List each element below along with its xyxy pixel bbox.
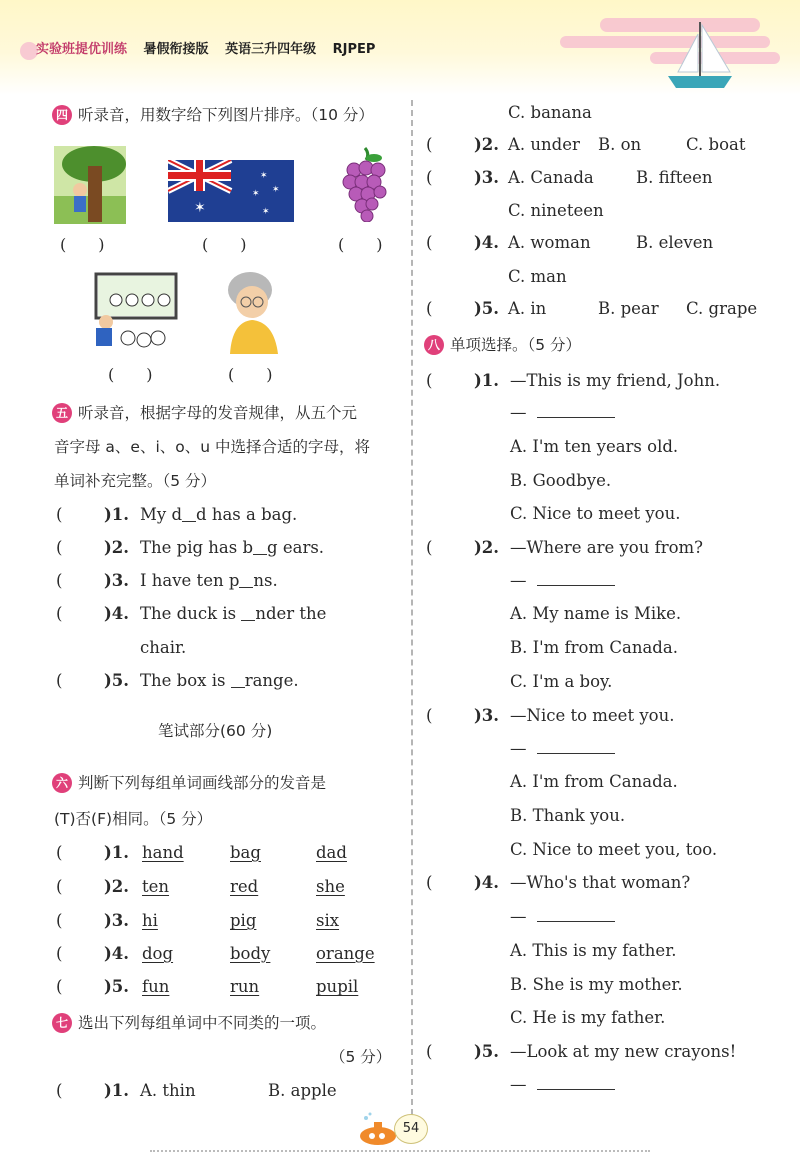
option-b: B. eleven [636,233,714,252]
section4-badge: 四 [52,105,72,125]
answer-line[interactable]: — [510,906,615,928]
option-a: A. woman [508,233,591,252]
option-c: C. Nice to meet you, too. [510,840,718,859]
section7-heading: 七 选出下列每组单词中不同类的一项。 [52,1012,326,1034]
word: fun [142,977,170,996]
section8-badge: 八 [424,335,444,355]
page-number: 54 [394,1114,428,1144]
option-a: A. Canada [508,168,594,187]
option-c: C. nineteen [508,201,604,220]
option-c: C. I'm a boy. [510,672,613,691]
word: dog [142,944,174,963]
picture1-answer[interactable]: ( ) [60,235,105,254]
option-b: B. She is my mother. [510,975,683,994]
word: dad [316,843,347,862]
section5-item4-continuation: chair. [140,638,187,657]
grapes-picture [340,146,390,222]
answer-line[interactable]: — [510,738,615,760]
question: —Nice to meet you. [510,706,675,725]
letter-blank[interactable] [253,538,267,555]
section5-sentence: The pig has b g ears. [140,538,325,557]
section5-heading-line2: 音字母 a、e、i、o、u 中选择合适的字母，将 [54,438,371,456]
subject: 英语三升四年级 [225,42,317,57]
section6-badge: 六 [52,773,72,793]
grandmother-picture [222,270,286,354]
column-divider [411,100,413,1115]
boy-tree-picture [54,146,126,224]
letter-blank[interactable] [231,671,245,688]
section5-sentence: The box is range. [140,671,299,690]
answer-line[interactable]: — [510,402,615,424]
option-b: B. I'm from Canada. [510,638,678,657]
picture5-answer[interactable]: ( ) [228,365,273,384]
option-b: B. fifteen [636,168,713,187]
section5-sentence: The duck is nder the [140,604,327,623]
word: pig [230,911,257,930]
word: she [316,877,345,896]
option-b: B. Thank you. [510,806,626,825]
option-c: C. banana [508,103,592,122]
section7-badge: 七 [52,1013,72,1033]
svg-text:✶: ✶ [262,207,270,217]
section4-heading: 四 听录音，用数字给下列图片排序。（10 分） [52,104,374,126]
section5-item: ( [56,505,63,524]
answer-line[interactable]: — [510,1074,615,1096]
option-a: A. This is my father. [510,941,677,960]
word: hand [142,843,184,862]
word: red [230,877,259,896]
option-c: C. Nice to meet you. [510,504,681,523]
word: bag [230,843,261,862]
option-c: C. He is my father. [510,1008,666,1027]
question: —This is my friend, John. [510,371,721,390]
question: —Where are you from? [510,538,704,557]
question: —Who's that woman? [510,873,691,892]
section5-sentence: I have ten p ns. [140,571,278,590]
australia-flag-picture [168,160,294,222]
answer-line[interactable]: — [510,570,615,592]
option-b: B. apple [268,1081,337,1100]
word: pupil [316,977,359,996]
word: ten [142,877,170,896]
svg-text:✶: ✶ [260,171,268,181]
option-b: B. on [598,135,642,154]
section7-score: （5 分） [330,1048,392,1066]
option-a: A. in [508,299,547,318]
section5-badge: 五 [52,403,72,423]
option-a: A. I'm ten years old. [510,437,679,456]
section5-sentence: My d d has a bag. [140,505,298,524]
written-part-title: 笔试部分(60 分) [158,722,273,740]
option-c: C. man [508,267,567,286]
series-title: 实验班提优训练 [36,42,128,57]
picture3-answer[interactable]: ( ) [338,235,383,254]
picture4-answer[interactable]: ( ) [108,365,153,384]
word: six [316,911,340,930]
section6-heading-line2: (T)否(F)相同。（5 分） [54,810,213,828]
option-c: C. grape [686,299,758,318]
word: run [230,977,260,996]
edition: 暑假衔接版 [143,42,209,57]
svg-text:✶: ✶ [272,185,280,195]
svg-text:✶: ✶ [194,200,206,216]
section6-heading: 六 判断下列每组单词画线部分的发音是 [52,772,326,794]
option-b: B. Goodbye. [510,471,612,490]
section5-heading: 五 听录音，根据字母的发音规律，从五个元 [52,402,357,424]
word: hi [142,911,158,930]
option-a: A. under [508,135,580,154]
svg-text:✶: ✶ [252,189,260,199]
option-a: A. thin [140,1081,196,1100]
letter-blank[interactable] [182,505,196,522]
header-title [36,38,387,57]
option-a: A. I'm from Canada. [510,772,678,791]
section5-heading-line3: 单词补充完整。（5 分） [54,472,217,490]
option-b: B. pear [598,299,659,318]
football-goal-picture [88,270,180,352]
option-c: C. boat [686,135,746,154]
question: —Look at my new crayons! [510,1042,737,1061]
word: orange [316,944,375,963]
version: RJPEP [332,42,376,57]
picture2-answer[interactable]: ( ) [202,235,247,254]
letter-blank[interactable] [241,604,255,621]
option-a: A. My name is Mike. [510,604,682,623]
section8-heading: 八 单项选择。（5 分） [424,334,581,356]
footer-dots [150,1150,650,1154]
word: body [230,944,271,963]
letter-blank[interactable] [239,571,253,588]
sailboat-icon [660,20,740,90]
